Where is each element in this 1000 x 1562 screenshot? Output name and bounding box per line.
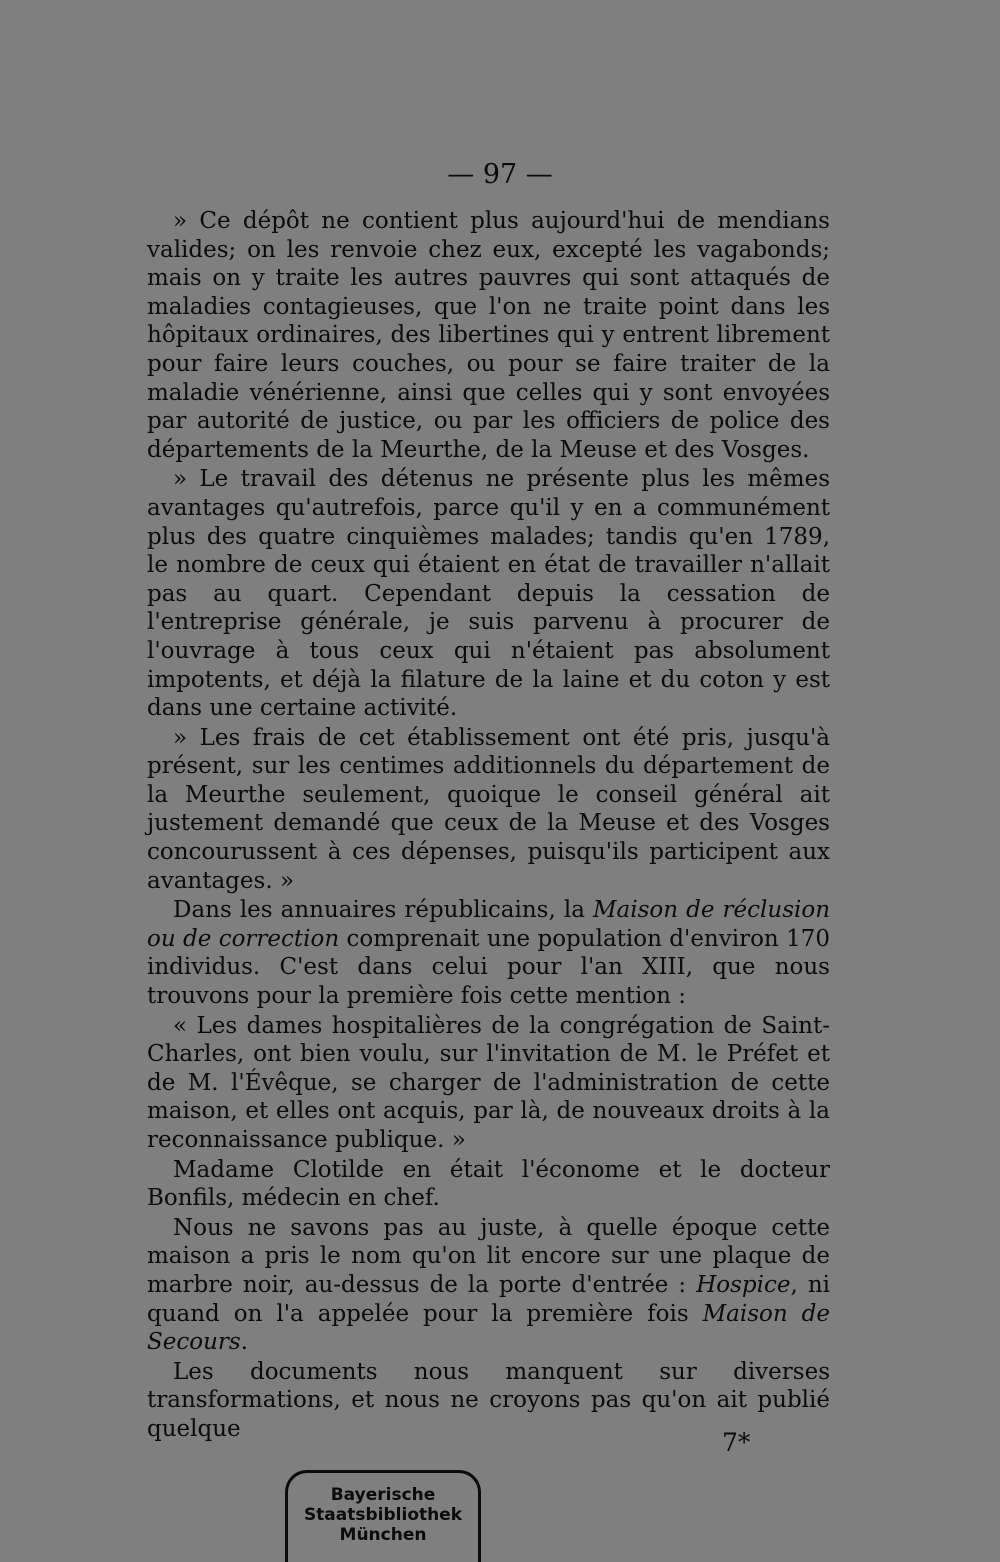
signature-mark: 7* (722, 1428, 751, 1457)
paragraph: Madame Clotilde en était l'économe et le docteur Bonfils, médecin en chef. (147, 1156, 830, 1212)
paragraph: » Le travail des détenus ne présente plus les mêmes avantages qu'autrefois, parce qu'il y en a communément plus des quatre cinquièmes malades; tandis qu'en 1789, le nombre de ceux qui étaient en état de travailler n'allait pas au quart. Cependant depuis la cessation de l'entreprise générale, je suis parvenu à procurer de l'ouvrage à tous ceux qui n'étaient pas absolument impotents, et déjà la filature de la laine et du coton y est dans une certaine activité. (147, 466, 830, 722)
paragraph: » Les frais de cet établissement ont été pris, jusqu'à présent, sur les centimes additionnels du département de la Meurthe seulement, quoique le conseil général ait justement demandé que ceux de la Meuse et des Vosges concourussent à ces dépenses, puisqu'ils participent aux avantages. » (147, 724, 830, 894)
paragraph: Dans les annuaires républicains, la Maison de réclusion ou de correction comprenait une population d'environ 170 individus. C'est dans celui pour l'an XIII, que nous trouvons pour la première fois cette mention : (147, 897, 831, 1010)
italic-phrase: Maison de Secours (147, 1300, 830, 1356)
paragraph: Les documents nous manquent sur diverses transformations, et nous ne croyons pas qu'on ait publié quelque (147, 1358, 830, 1442)
library-stamp (285, 1470, 481, 1562)
stamp-line: München (339, 1525, 427, 1545)
stamp-line: Bayerische (330, 1485, 436, 1505)
paragraph: Nous ne savons pas au juste, à quelle époque cette maison a pris le nom qu'on lit encore sur une plaque de marbre noir, au-dessus de la porte d'entrée : Hospice, ni quand on l'a appelée pour la première fois Maison de Secours. (147, 1214, 831, 1356)
stamp-line: Staatsbibliothek (303, 1505, 463, 1525)
body-text (147, 207, 830, 1445)
page-number: — 97 — (447, 159, 553, 190)
paragraph: « Les dames hospitalières de la congrégation de Saint-Charles, ont bien voulu, sur l'invitation de M. le Préfet et de M. l'Évêque, se charger de l'administration de cette maison, et elles ont acquis, par là, de nouveaux droits à la reconnaissance publique. » (147, 1012, 830, 1153)
italic-phrase: Hospice (696, 1271, 791, 1298)
paragraph: » Ce dépôt ne contient plus aujourd'hui de mendians valides; on les renvoie chez eux, excepté les vagabonds; mais on y traite les autres pauvres qui sont attaqués de maladies contagieuses, que l'on ne traite point dans les hôpitaux ordinaires, des libertines qui y entrent librement pour faire leurs couches, ou pour se faire traiter de la maladie vénérienne, ainsi que celles qui y sont envoyées par autorité de justice, ou par les officiers de police des départements de la Meurthe, de la Meuse et des Vosges. (147, 208, 830, 463)
italic-phrase: Maison de réclusion ou de correction (147, 897, 831, 952)
